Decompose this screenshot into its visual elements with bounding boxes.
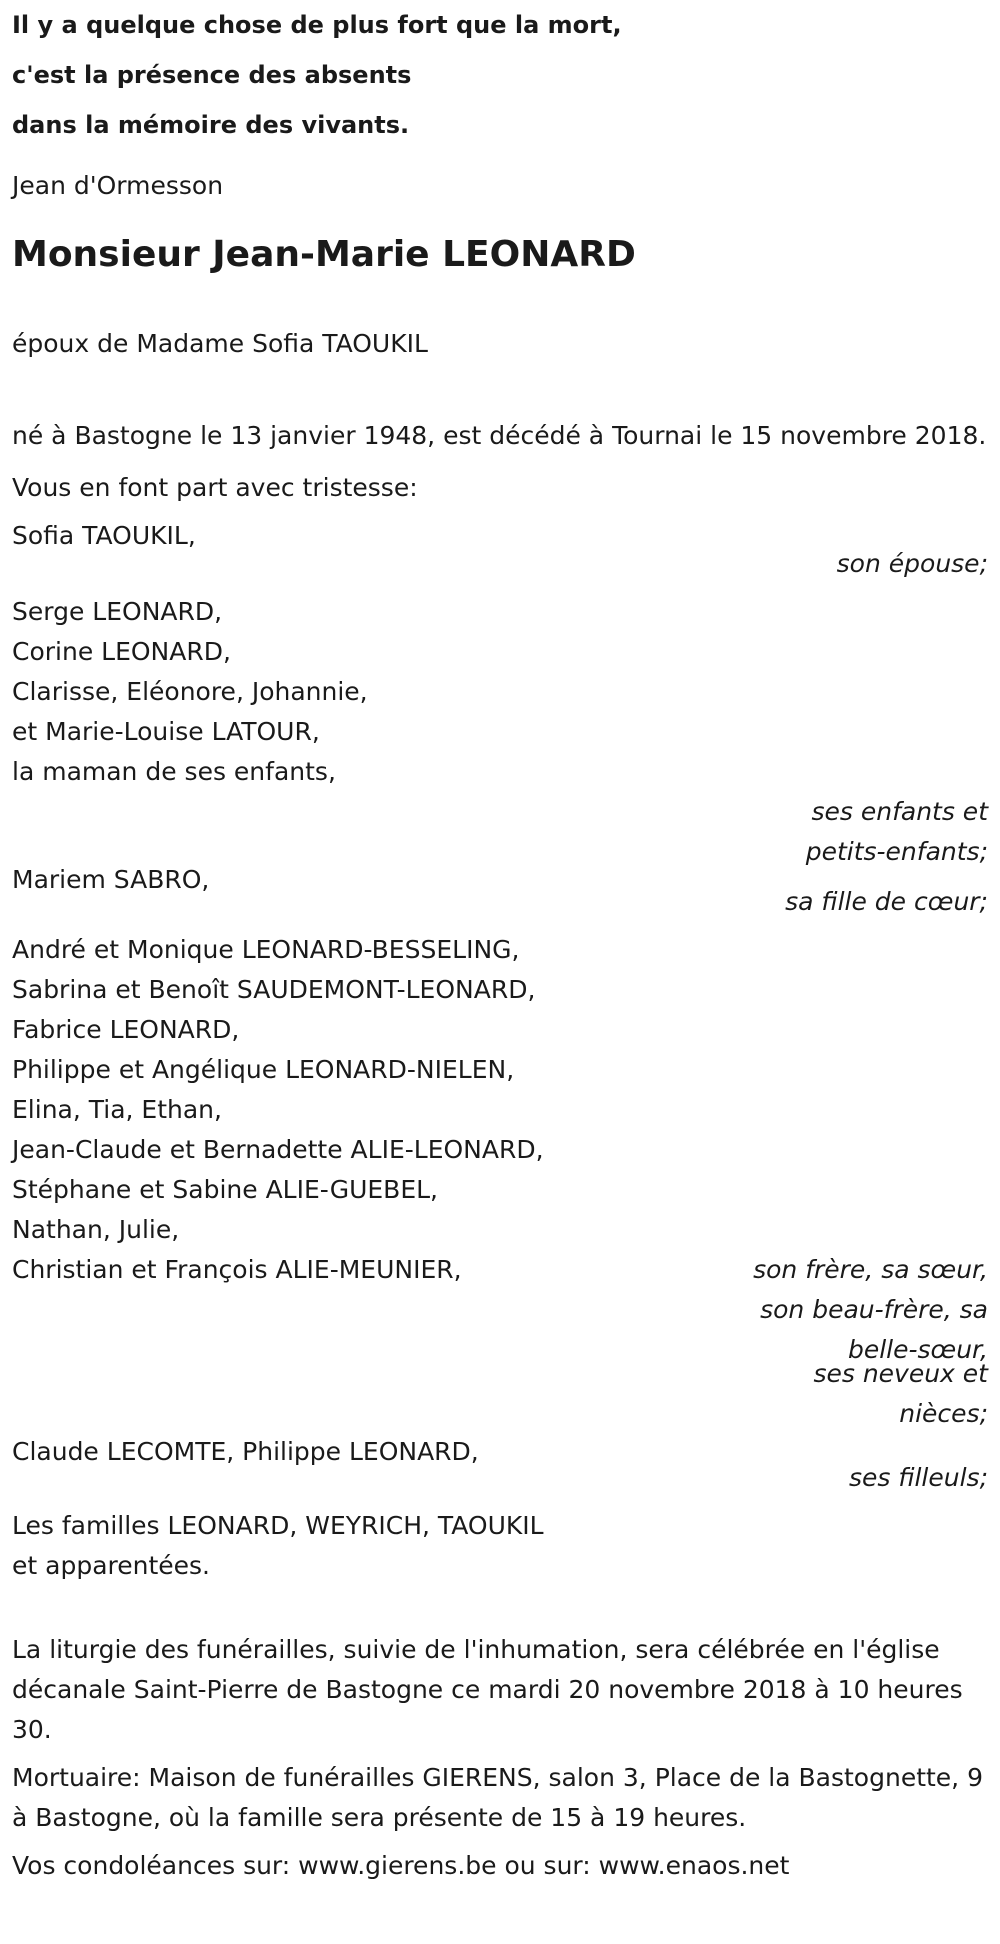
relationship-label bbox=[748, 1250, 988, 1434]
mourner-name: Sofia TAOUKIL, bbox=[12, 521, 196, 550]
spouse-line: époux de Madame Sofia TAOUKIL bbox=[12, 329, 428, 358]
mourner-name: et apparentées. bbox=[12, 1551, 210, 1580]
mourner-names bbox=[12, 1506, 544, 1586]
mourner-name: Sabrina et Benoît SAUDEMONT-LEONARD, bbox=[12, 975, 536, 1004]
mourner-name: Fabrice LEONARD, bbox=[12, 1015, 240, 1044]
mourner-names bbox=[12, 516, 196, 556]
mourner-name: Stéphane et Sabine ALIE-GUEBEL, bbox=[12, 1175, 438, 1204]
mourner-names bbox=[12, 860, 209, 900]
mourner-name: la maman de ses enfants, bbox=[12, 757, 336, 786]
relationship-label: ses enfants et petits-enfants; bbox=[805, 797, 988, 866]
page-title: Monsieur Jean-Marie LEONARD bbox=[12, 234, 636, 275]
mourner-names bbox=[12, 592, 368, 792]
announcement-line: Vous en font part avec tristesse: bbox=[12, 473, 418, 502]
mourner-name: Philippe et Angélique LEONARD-NIELEN, bbox=[12, 1055, 515, 1084]
relationship-nephews: ses neveux et nièces; bbox=[813, 1359, 988, 1428]
mourner-group-children bbox=[12, 592, 988, 872]
mourner-name: Christian et François ALIE-MEUNIER, bbox=[12, 1255, 462, 1284]
funeral-info: La liturgie des funérailles, suivie de l'inhumation, sera célébrée en l'église décanale Saint-Pierre de Bastogne ce mardi 20 novembre 2018 à 10 heures 30. bbox=[12, 1635, 963, 1744]
quote-line-3: dans la mémoire des vivants. bbox=[12, 111, 410, 139]
mourner-names bbox=[12, 930, 544, 1290]
relationship-label: sa fille de cœur; bbox=[785, 887, 988, 916]
epigraph-quote bbox=[12, 0, 988, 150]
mourner-name: André et Monique LEONARD-BESSELING, bbox=[12, 935, 520, 964]
relationship-siblings: son frère, sa sœur, son beau-frère, sa belle-sœur, bbox=[753, 1255, 988, 1364]
relationship-label: ses filleuls; bbox=[848, 1463, 988, 1492]
mourner-name: Elina, Tia, Ethan, bbox=[12, 1095, 222, 1124]
mourner-name: Mariem SABRO, bbox=[12, 865, 210, 894]
quote-author: Jean d'Ormesson bbox=[12, 171, 224, 200]
mourner-name: Jean-Claude et Bernadette ALIE-LEONARD, bbox=[12, 1135, 544, 1164]
mourner-name: Nathan, Julie, bbox=[12, 1215, 180, 1244]
mourner-group-spouse bbox=[12, 516, 988, 584]
mourner-name: Claude LECOMTE, Philippe LEONARD, bbox=[12, 1437, 479, 1466]
quote-line-2: c'est la présence des absents bbox=[12, 61, 412, 89]
mourner-name: et Marie-Louise LATOUR, bbox=[12, 717, 320, 746]
mourner-name: Clarisse, Eléonore, Johannie, bbox=[12, 677, 368, 706]
mourner-name: Les familles LEONARD, WEYRICH, TAOUKIL bbox=[12, 1511, 544, 1540]
birth-death-line: né à Bastogne le 13 janvier 1948, est décédé à Tournai le 15 novembre 2018. bbox=[12, 421, 987, 450]
mourner-group-families bbox=[12, 1506, 988, 1586]
condolences-info: Vos condoléances sur: www.gierens.be ou sur: www.enaos.net bbox=[12, 1851, 790, 1880]
relationship-label: son épouse; bbox=[836, 549, 988, 578]
mourner-names bbox=[12, 1432, 479, 1472]
mortuary-info: Mortuaire: Maison de funérailles GIERENS, salon 3, Place de la Bastognette, 9 à Bastogne, où la famille sera présente de 15 à 19 heures. bbox=[12, 1763, 983, 1832]
mourner-name: Corine LEONARD, bbox=[12, 637, 231, 666]
mourner-group-godchildren bbox=[12, 1432, 988, 1498]
quote-line-1: Il y a quelque chose de plus fort que la mort, bbox=[12, 11, 622, 39]
mourner-name: Serge LEONARD, bbox=[12, 597, 223, 626]
mourner-group-siblings bbox=[12, 930, 988, 1434]
